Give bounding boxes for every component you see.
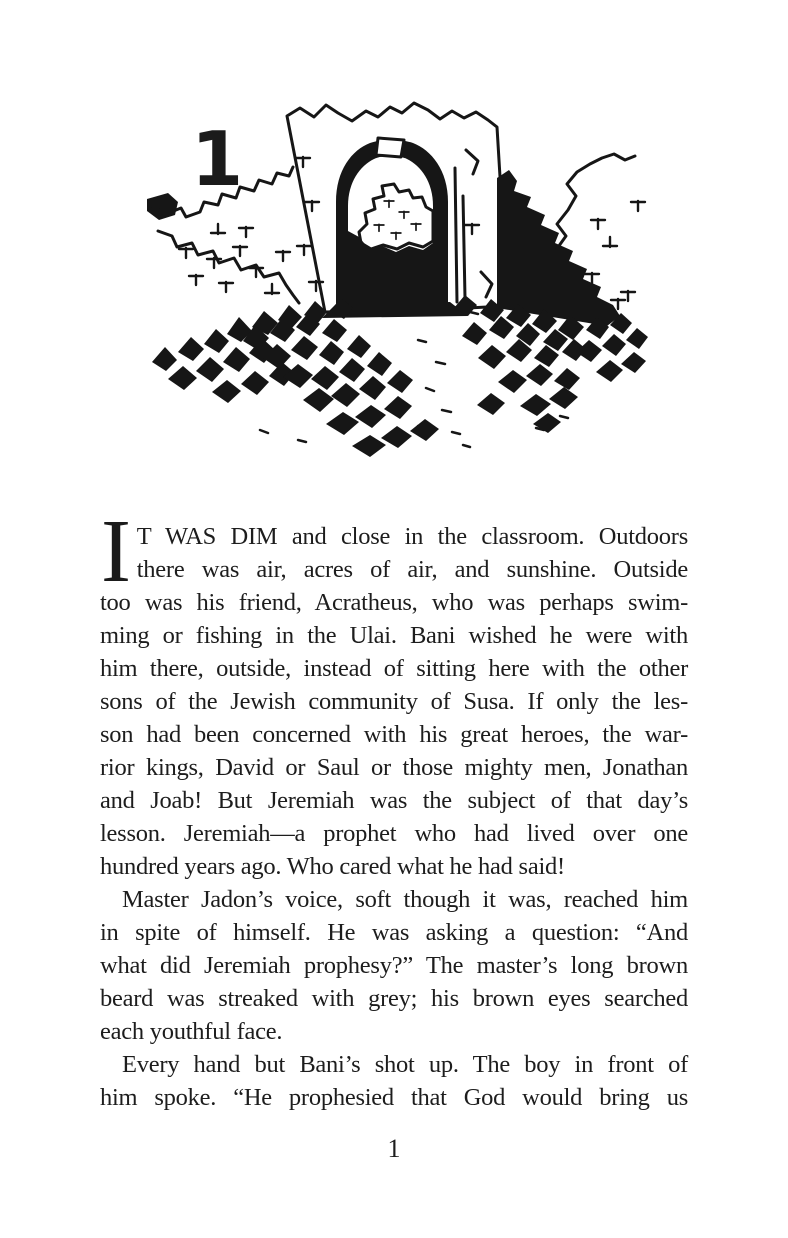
text-line: in spite of himself. He was asking a question: “And	[100, 919, 688, 946]
text-line: what did Jeremiah prophesy?” The master’s long brown	[100, 952, 688, 979]
text-line: each youthful face.	[100, 1018, 283, 1045]
text-line: lesson. Jeremiah—a prophet who had lived over one	[100, 820, 688, 847]
text-line: sons of the Jewish community of Susa. If only the les-	[100, 688, 688, 715]
text-line: rior kings, David or Saul or those mighty men, Jonathan	[100, 754, 688, 781]
paragraph-3	[100, 1048, 688, 1114]
text-line: him there, outside, instead of sitting here with the other	[100, 655, 688, 682]
text-line: there was air, acres of air, and sunshine. Outside	[136, 556, 688, 583]
text-line: and Joab! But Jeremiah was the subject of that day’s	[100, 787, 688, 814]
text-line: son had been concerned with his great heroes, the war-	[100, 721, 688, 748]
keystone	[376, 138, 404, 157]
ruined-gate-illustration	[0, 0, 788, 505]
text-line: T WAS DIM and close in the classroom. Outdoors	[136, 523, 688, 550]
text-line: too was his friend, Acratheus, who was perhaps swim-	[100, 589, 688, 616]
paragraph-1	[100, 502, 688, 883]
text-line: beard was streaked with grey; his brown eyes searched	[100, 985, 688, 1012]
body-text	[100, 502, 688, 1114]
paragraph-2	[100, 883, 688, 1048]
right-wall	[497, 154, 645, 326]
text-line: Master Jadon’s voice, soft though it was, reached him	[122, 886, 688, 913]
text-line: Every hand but Bani’s shot up. The boy in front of	[122, 1051, 688, 1078]
text-line: him spoke. “He prophesied that God would bring us	[100, 1084, 688, 1111]
crack-chain	[556, 154, 635, 250]
page-number: 1	[387, 1134, 401, 1163]
chapter-number: 1	[191, 115, 244, 203]
drop-cap: I	[101, 502, 131, 601]
rubble-field	[152, 295, 648, 457]
text-line: hundred years ago. Who cared what he had said!	[100, 853, 565, 880]
gate-arch	[287, 103, 506, 312]
text-line: ming or fishing in the Ulai. Bani wished he were with	[100, 622, 688, 649]
